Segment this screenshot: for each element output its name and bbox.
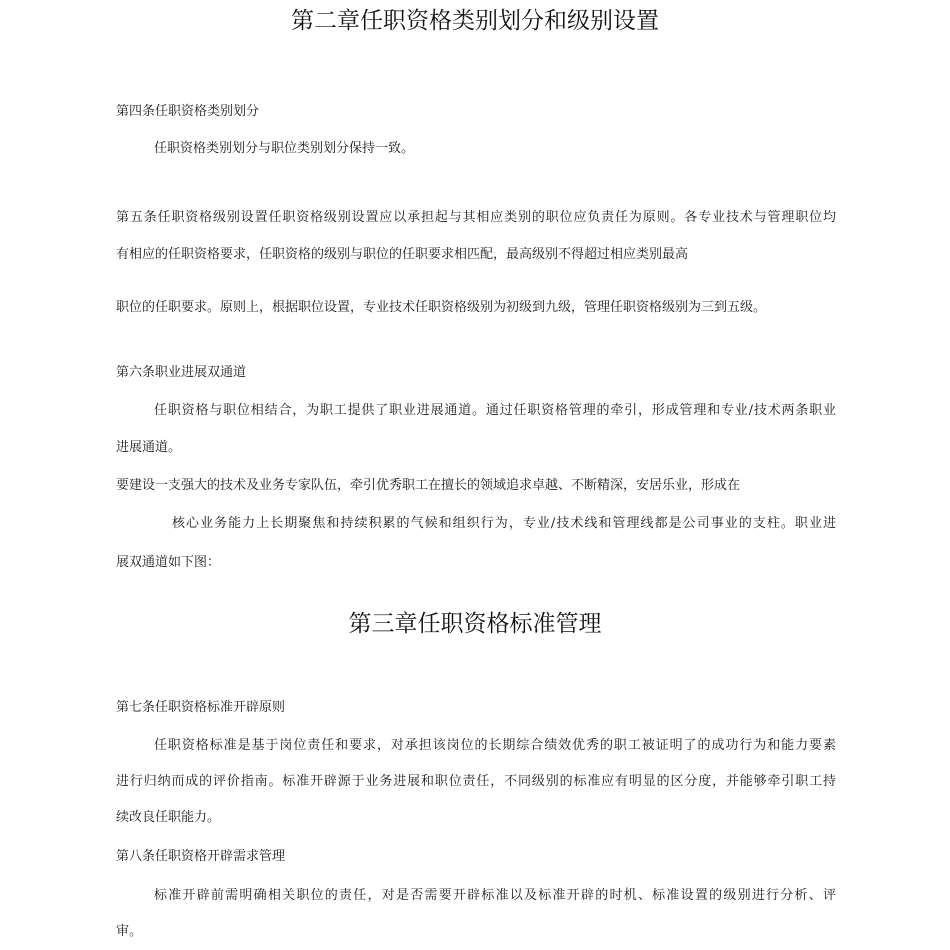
article-5-line-1: 第五条任职资格级别设置任职资格级别设置应以承担起与其相应类别的职位应负责任为原则。各专业技术与管理职位均 <box>116 210 836 225</box>
chapter-2-title: 第二章任职资格类别划分和级别设置 <box>291 8 659 34</box>
article-8-line-2: 审。 <box>116 924 143 939</box>
article-4-heading: 第四条任职资格类别划分 <box>116 104 260 119</box>
article-4-body: 任职资格类别划分与职位类别划分保持一致。 <box>154 141 415 156</box>
article-6-line-4: 核心业务能力上长期聚焦和持续积累的气候和组织行为，专业/技术线和管理线都是公司事业的支柱。职业进 <box>172 516 836 531</box>
article-8-line-1: 标准开辟前需明确相关职位的责任，对是否需要开辟标准以及标准开辟的时机、标准设置的级别进行分析、评 <box>154 888 836 903</box>
article-6-line-3: 要建设一支强大的技术及业务专家队伍，牵引优秀职工在擅长的领域追求卓越、不断精深，安居乐业，形成在 <box>116 478 741 493</box>
article-6-line-5: 展双通道如下图： <box>116 555 221 570</box>
article-7-heading: 第七条任职资格标准开辟原则 <box>116 700 286 715</box>
article-6-line-1: 任职资格与职位相结合，为职工提供了职业进展通道。通过任职资格管理的牵引，形成管理和专业/技术两条职业 <box>154 403 836 418</box>
article-8-heading: 第八条任职资格开辟需求管理 <box>116 849 286 864</box>
article-5-line-2: 有相应的任职资格要求，任职资格的级别与职位的任职要求相匹配，最高级别不得超过相应类别最高 <box>116 247 689 262</box>
article-6-heading: 第六条职业进展双通道 <box>116 365 247 380</box>
article-7-line-1: 任职资格标准是基于岗位责任和要求，对承担该岗位的长期综合绩效优秀的职工被证明了的成功行为和能力要素 <box>154 738 836 753</box>
article-6-line-2: 进展通道。 <box>116 440 182 455</box>
article-7-line-2: 进行归纳而成的评价指南。标准开辟源于业务进展和职位责任，不同级别的标准应有明显的区分度，并能够牵引职工持 <box>116 774 836 789</box>
article-7-line-3: 续改良任职能力。 <box>116 810 221 825</box>
article-5-line-3: 职位的任职要求。原则上，根据职位设置，专业技术任职资格级别为初级到九级，管理任职资格级别为三到五级。 <box>116 300 767 315</box>
chapter-3-title: 第三章任职资格标准管理 <box>348 611 602 637</box>
